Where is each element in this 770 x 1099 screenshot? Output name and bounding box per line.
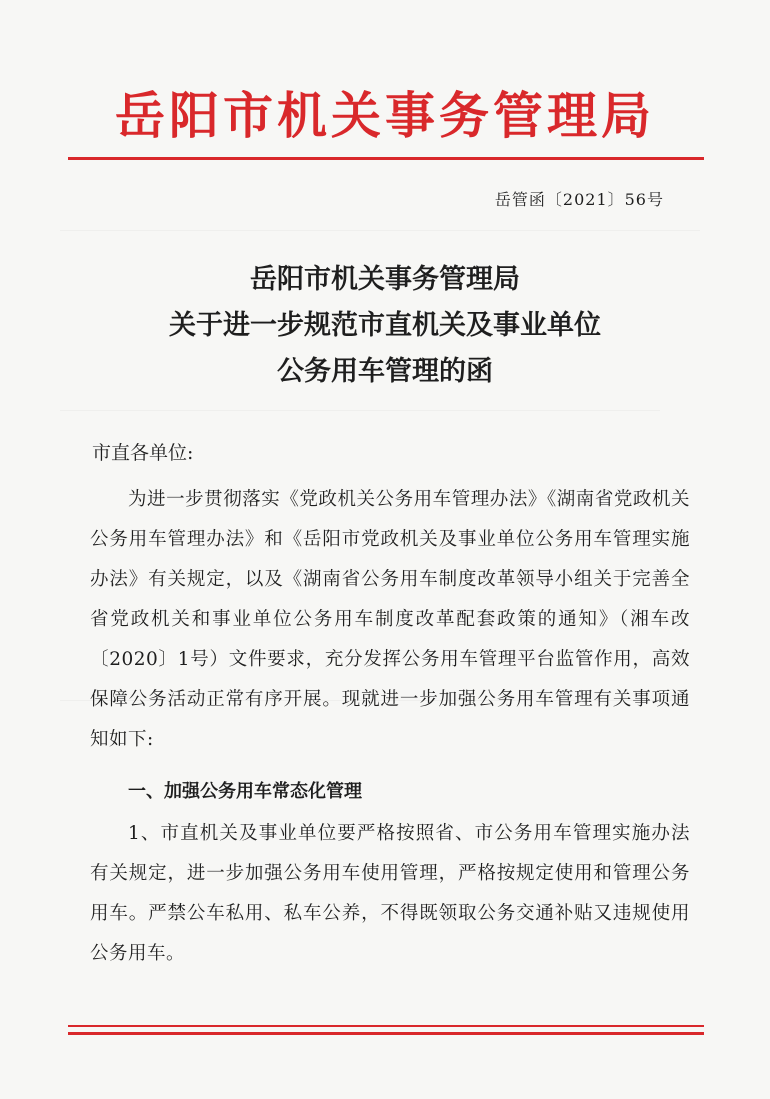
document-title-line-1: 岳阳市机关事务管理局 xyxy=(250,264,520,295)
agency-header-title: 岳阳市机关事务管理局 xyxy=(115,86,655,145)
document-title-line-3: 公务用车管理的函 xyxy=(277,356,493,387)
body-paragraph: 为进一步贯彻落实《党政机关公务用车管理办法》《湖南省党政机关公务用车管理办法》和《岳阳市党政机关及事业单位公务用车管理实施办法》有关规定，以及《湖南省公务用车制度改革领导小组关于完善全省党政机关和事业单位公务用车制度改革配套政策的通知》（湘车改〔2020〕1号）文件要求，充分发挥公务用车管理平台监管作用，高效保障公务活动正常有序开展。现就进一步加强公务用车管理有关事项通知如下: xyxy=(90,489,690,750)
footer-red-rule-thick xyxy=(68,1032,704,1035)
header-red-rule xyxy=(68,157,704,160)
footer-red-rule-thin xyxy=(68,1025,704,1027)
section-heading: 一、加强公务用车常态化管理 xyxy=(128,781,362,802)
document-title-line-2: 关于进一步规范市直机关及事业单位 xyxy=(169,310,601,341)
document-number: 岳管函〔2021〕56号 xyxy=(494,190,664,209)
section-paragraph: 1、市直机关及事业单位要严格按照省、市公务用车管理实施办法有关规定，进一步加强公务用车使用管理，严格按规定使用和管理公务用车。严禁公车私用、私车公养，不得既领取公务交通补贴又违规使用公务用车。 xyxy=(90,823,690,964)
salutation: 市直各单位: xyxy=(92,442,194,464)
